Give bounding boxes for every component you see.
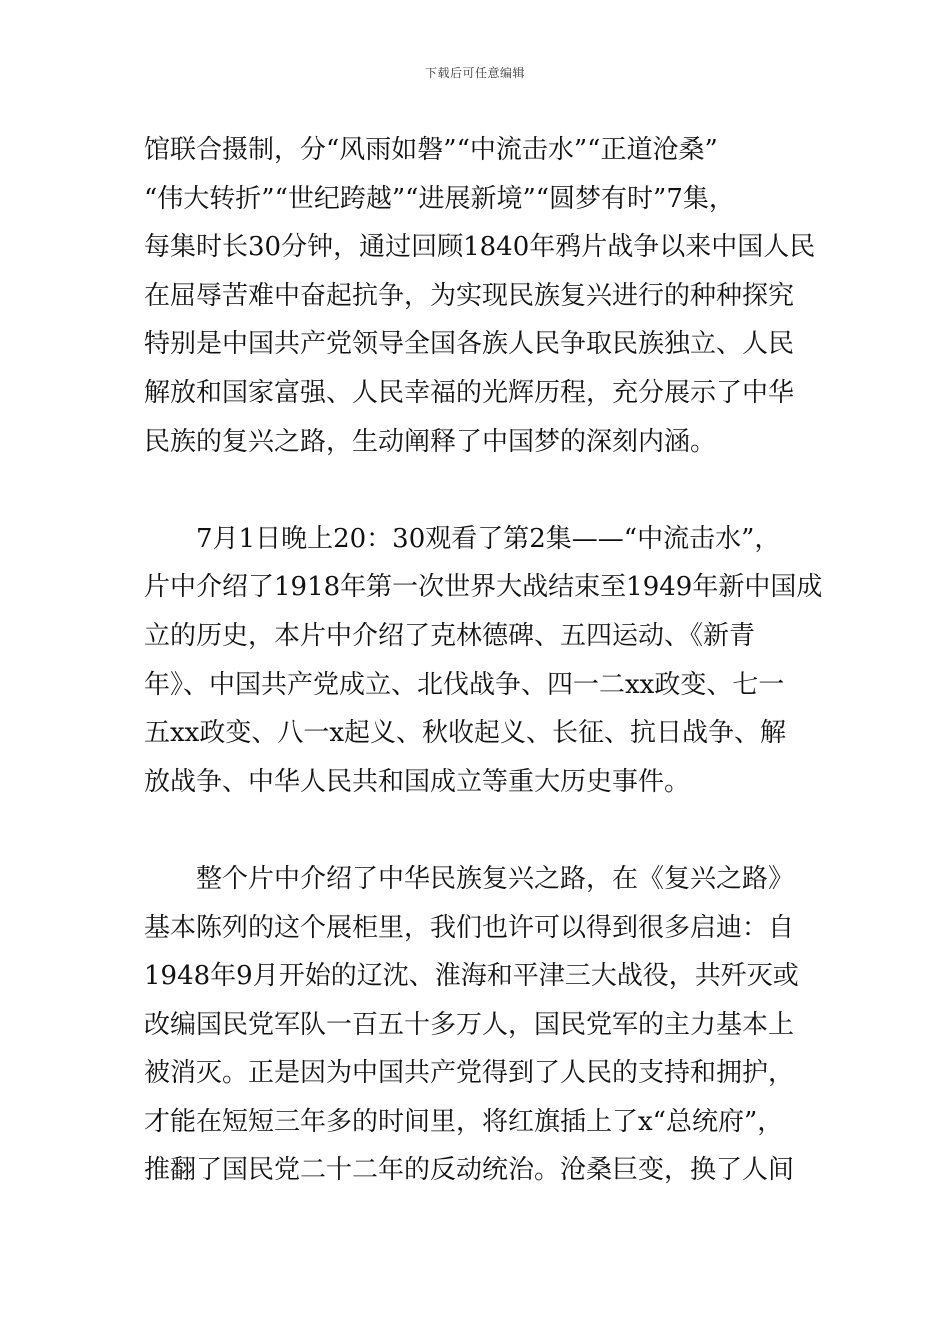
text-line: 特别是中国共产党领导全国各族人民争取民族独立、人民 [144, 329, 795, 360]
text-line: 1948年9月开始的辽沈、淮海和平津三大战役，共歼灭或 [144, 961, 799, 992]
text-line: 片中介绍了1918年第一次世界大战结束至1949年新中国成 [144, 572, 823, 603]
text-line: 推翻了国民党二十二年的反动统治。沧桑巨变，换了人间 [144, 1155, 795, 1186]
text-line: 在屈辱苦难中奋起抗争，为实现民族复兴进行的种种探究 [144, 280, 795, 311]
text-line: 放战争、中华人民共和国成立等重大历史事件。 [144, 766, 691, 797]
text-line: 改编国民党军队一百五十多万人，国民党军的主力基本上 [144, 1009, 795, 1040]
text-line: 解放和国家富强、人民幸福的光辉历程，充分展示了中华 [144, 377, 795, 408]
paragraph-1 [144, 126, 814, 466]
text-line: “伟大转折”“世纪跨越”“进展新境”“圆梦有时”7集， [144, 183, 735, 214]
paragraph-2 [144, 515, 823, 807]
paragraph-gap [144, 806, 814, 855]
text-line: 立的历史，本片中介绍了克林德碑、五四运动、《新青 [144, 620, 756, 651]
text-line: 7月1日晚上20：30观看了第2集——“中流击水”， [196, 523, 781, 554]
text-line: 民族的复兴之路，生动阐释了中国梦的深刻内涵。 [144, 426, 717, 457]
text-line: 年》、中国共产党成立、北伐战争、四一二xx政变、七一 [144, 669, 785, 700]
paragraph-3 [144, 855, 814, 1195]
text-line: 才能在短短三年多的时间里，将红旗插上了x“总统府”， [144, 1106, 784, 1137]
page-header: 下载后可任意编辑 [424, 66, 525, 80]
text-line: 五xx政变、八一x起义、秋收起义、长征、抗日战争、解 [144, 718, 786, 749]
text-line: 基本陈列的这个展柜里，我们也许可以得到很多启迪：自 [144, 912, 795, 943]
document-body [144, 126, 823, 1195]
text-line: 每集时长30分钟，通过回顾1840年鸦片战争以来中国人民 [144, 232, 816, 263]
text-line: 被消灭。正是因为中国共产党得到了人民的支持和拥护， [144, 1058, 795, 1089]
text-line: 整个片中介绍了中华民族复兴之路，在《复兴之路》 [196, 863, 795, 894]
paragraph-gap [144, 466, 814, 515]
text-line: 馆联合摄制，分“风雨如磐”“中流击水”“正道沧桑” [144, 135, 718, 165]
